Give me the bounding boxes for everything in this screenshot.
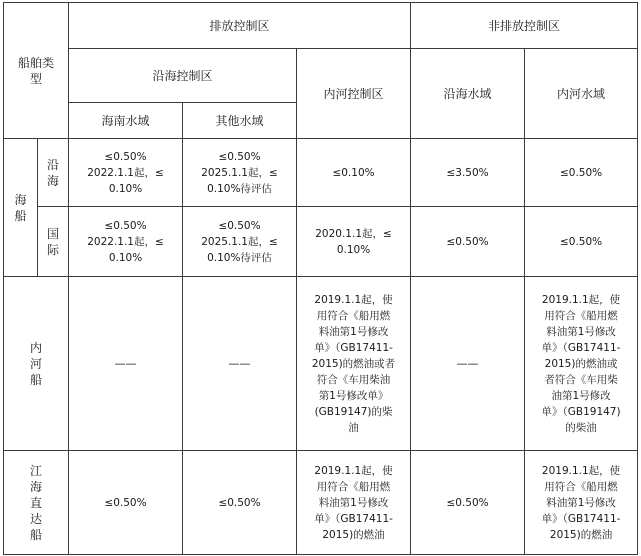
- group-coastal: 沿 海: [38, 139, 69, 207]
- fuel-sulfur-table: [3, 2, 638, 555]
- group-jianghai-ship: 江 海 直 达 船: [4, 451, 69, 555]
- group-international: 国 际: [38, 207, 69, 277]
- cell-jianghai-other: ≤0.50%: [183, 451, 297, 555]
- cell-sea-intl-hainan: ≤0.50% 2022.1.1起，≤ 0.10%: [69, 207, 183, 277]
- table-row: [4, 277, 638, 451]
- header-eca: 排放控制区: [69, 3, 411, 49]
- cell-sea-intl-river-waters: ≤0.50%: [525, 207, 638, 277]
- group-sea-ship: 海 船: [4, 139, 38, 277]
- cell-jianghai-hainan: ≤0.50%: [69, 451, 183, 555]
- cell-sea-coastal-coastal-waters: ≤3.50%: [411, 139, 525, 207]
- cell-river-coastal-waters: ——: [411, 277, 525, 451]
- header-hainan-waters: 海南水域: [69, 103, 183, 139]
- header-other-waters: 其他水域: [183, 103, 297, 139]
- cell-sea-coastal-hainan: ≤0.50% 2022.1.1起，≤ 0.10%: [69, 139, 183, 207]
- cell-jianghai-river-eca: 2019.1.1起，使 用符合《船用燃 料油第1号修改 单》（GB17411- 2015)的燃油: [297, 451, 411, 555]
- cell-sea-intl-river-eca: 2020.1.1起，≤ 0.10%: [297, 207, 411, 277]
- cell-sea-coastal-other: ≤0.50% 2025.1.1起，≤ 0.10%待评估: [183, 139, 297, 207]
- cell-jianghai-river-waters: 2019.1.1起，使 用符合《船用燃 料油第1号修改 单》（GB17411- 2015)的燃油: [525, 451, 638, 555]
- header-river-eca: 内河控制区: [297, 49, 411, 139]
- cell-sea-intl-coastal-waters: ≤0.50%: [411, 207, 525, 277]
- table-row: [4, 451, 638, 555]
- header-coastal-eca: 沿海控制区: [69, 49, 297, 103]
- header-river-waters: 内河水域: [525, 49, 638, 139]
- table-row: [4, 139, 638, 207]
- cell-sea-intl-other: ≤0.50% 2025.1.1起，≤ 0.10%待评估: [183, 207, 297, 277]
- cell-jianghai-coastal-waters: ≤0.50%: [411, 451, 525, 555]
- cell-river-river-eca: 2019.1.1起，使 用符合《船用燃 料油第1号修改 单》（GB17411- 2015)的燃油或者 符合《车用柴油 第1号修改单》 (GB19147)的柴 油: [297, 277, 411, 451]
- table-row: [4, 207, 638, 277]
- cell-river-hainan: ——: [69, 277, 183, 451]
- header-coastal-waters: 沿海水域: [411, 49, 525, 139]
- cell-sea-coastal-river-waters: ≤0.50%: [525, 139, 638, 207]
- header-non-eca: 非排放控制区: [411, 3, 638, 49]
- cell-sea-coastal-river-eca: ≤0.10%: [297, 139, 411, 207]
- group-river-ship: 内 河 船: [4, 277, 69, 451]
- cell-river-river-waters: 2019.1.1起，使 用符合《船用燃 料油第1号修改 单》（GB17411- 2015)的燃油或 者符合《车用柴 油第1号修改 单》（GB19147) 的柴油: [525, 277, 638, 451]
- cell-river-other: ——: [183, 277, 297, 451]
- corner-header: 船舶类 型: [4, 3, 69, 139]
